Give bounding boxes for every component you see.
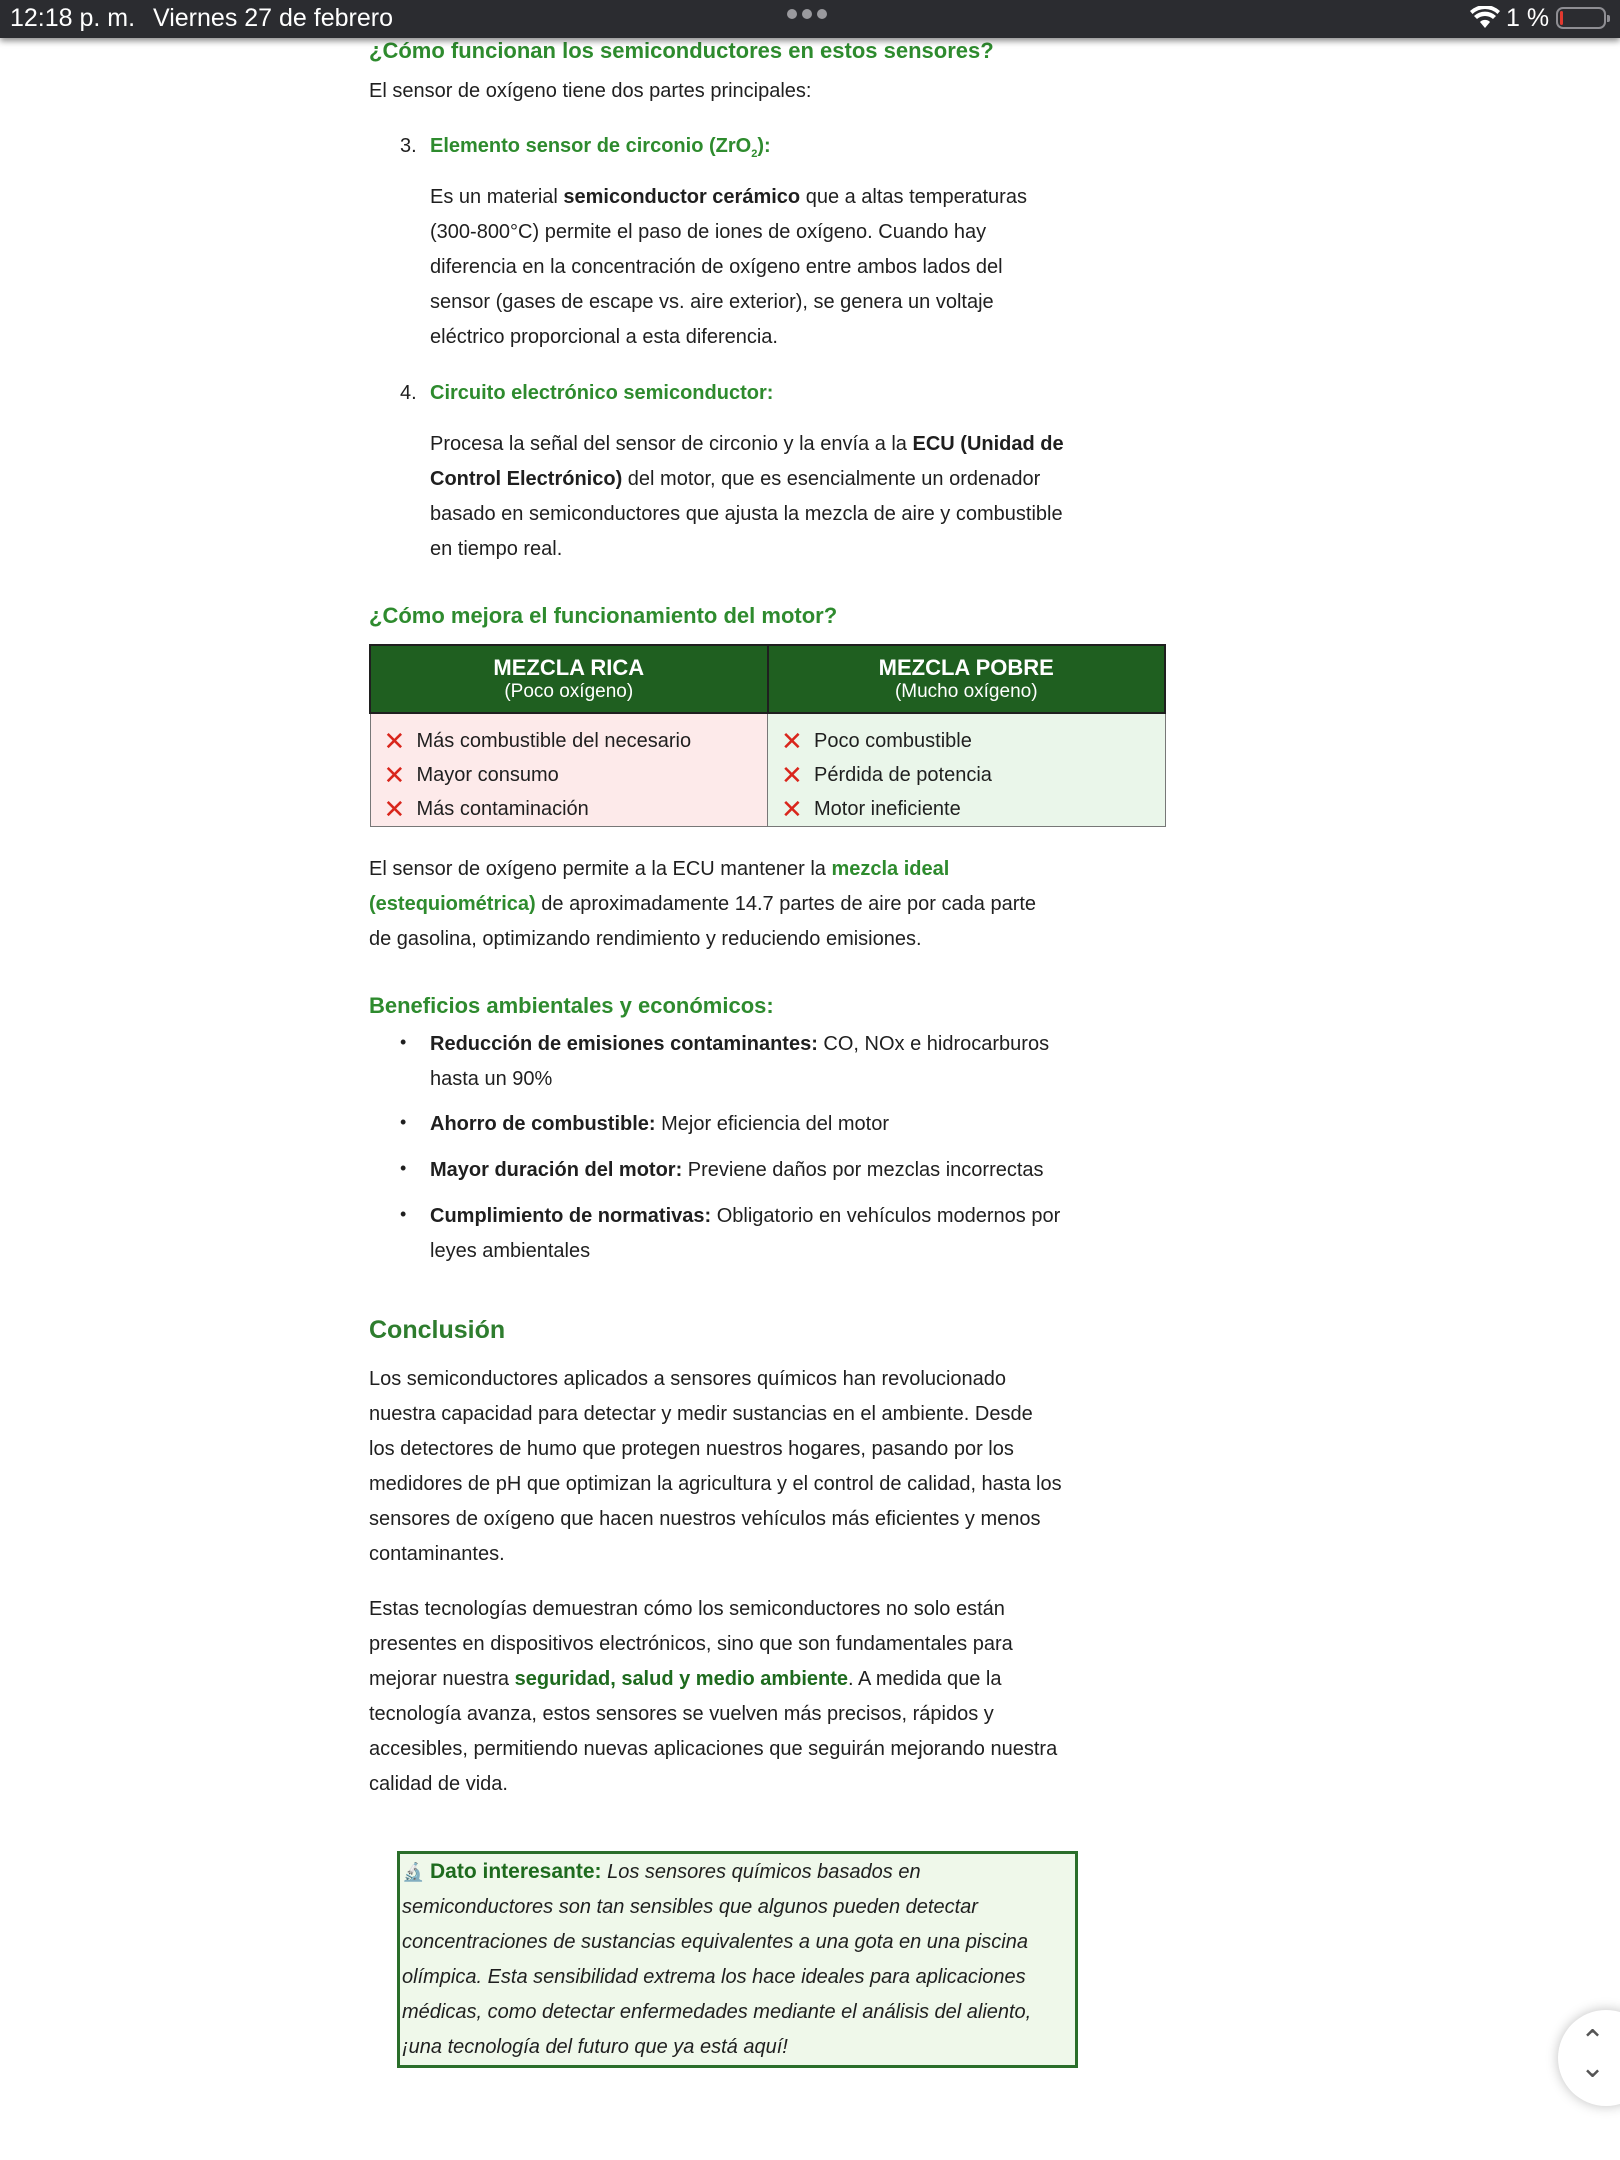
list-item: ✕ Mayor consumo xyxy=(383,759,559,790)
cross-icon: ✕ xyxy=(383,793,406,824)
status-time: 12:18 p. m. xyxy=(10,4,136,32)
list-item: Cumplimiento de normativas: Obligatorio en vehículos modernos por leyes ambientales xyxy=(430,1205,1061,1262)
callout-text: 🔬 Dato interesante: Los sensores químicos basados en semiconductores son tan sensibles que algunos pueden detectar concentraciones de sustancias equivalentes a una gota en una piscina olímpica. Esta sensibilidad extrema los hace ideales para aplicaciones médicas, como detectar enfermedades mediante el análisis del aliento, ¡una tecnología del futuro que ya está aquí! xyxy=(402,1860,1032,2058)
chevron-up-icon[interactable]: ⌃ xyxy=(1580,2025,1606,2058)
microscope-icon: 🔬 xyxy=(402,1862,425,1882)
conclusion-title: Conclusión xyxy=(369,1316,506,1344)
stoichiometric-paragraph: El sensor de oxígeno permite a la ECU mantener la mezcla ideal (estequiométrica) de aproximadamente 14.7 partes de aire por cada parte de gasolina, optimizando rendimiento y reduciendo emisiones. xyxy=(369,858,1037,950)
section-title-engine: ¿Cómo mejora el funcionamiento del motor? xyxy=(369,603,838,628)
cross-icon: ✕ xyxy=(383,725,406,756)
cross-icon: ✕ xyxy=(781,793,803,824)
fun-fact-callout xyxy=(397,1851,1078,2068)
section-title-semiconductors: ¿Cómo funcionan los semiconductores en estos sensores? xyxy=(369,38,994,63)
battery-percent: 1 % xyxy=(1506,4,1550,32)
chevron-down-icon[interactable]: ⌄ xyxy=(1580,2051,1606,2084)
bullet-icon: • xyxy=(400,1032,407,1052)
list-item: ✕ Más contaminación xyxy=(383,793,589,824)
status-bar xyxy=(0,0,1620,38)
item-title-zirconia: Elemento sensor de circonio (ZrO$_2$): xyxy=(430,135,771,160)
status-date: Viernes 27 de febrero xyxy=(153,4,393,32)
bullet-icon: • xyxy=(400,1112,407,1132)
item-title-circuit: Circuito electrónico semiconductor: xyxy=(430,382,774,404)
table-header-rich: MEZCLA RICA (Poco oxígeno) xyxy=(370,645,768,713)
scroll-navigation-button[interactable] xyxy=(1558,2010,1620,2106)
list-item: ✕ Pérdida de potencia xyxy=(781,759,992,790)
mixture-comparison-table xyxy=(369,644,1166,827)
table-cell-rich xyxy=(370,713,768,827)
multitask-dots-icon[interactable] xyxy=(787,9,827,19)
section-title-benefits: Beneficios ambientales y económicos: xyxy=(369,993,774,1018)
conclusion-paragraph-2: Estas tecnologías demuestran cómo los semiconductores no solo están presentes en dispositivos electrónicos, sino que son fundamentales para mejorar nuestra seguridad, salud y medio ambiente. A medida que la tecnología avanza, estos sensores se vuelven más precisos, rápidos y accesibles, permitiendo nuevas aplicaciones que seguirán mejorando nuestra calidad de vida. xyxy=(369,1598,1058,1795)
list-item: ✕ Más combustible del necesario xyxy=(383,725,692,756)
callout-label: Dato interesante: xyxy=(429,1860,602,1883)
table-header-lean: MEZCLA POBRE (Mucho oxígeno) xyxy=(768,645,1166,713)
cross-icon: ✕ xyxy=(383,759,406,790)
list-item: Reducción de emisiones contaminantes: CO, NOx e hidrocarburos hasta un 90% xyxy=(430,1033,1050,1090)
wifi-icon xyxy=(1470,6,1500,37)
item-number: 3. xyxy=(400,135,417,157)
conclusion-paragraph-1: Los semiconductores aplicados a sensores químicos han revolucionado nuestra capacidad para detectar y medir sustancias en el ambiente. Desde los detectores de humo que protegen nuestros hogares, pasando por los medidores de pH que optimizan la agricultura y el control de calidad, hasta los sensores de oxígeno que hacen nuestros vehículos más eficientes y menos contaminantes. xyxy=(369,1368,1062,1565)
list-item: ✕ Motor ineficiente xyxy=(781,793,961,824)
section-intro: El sensor de oxígeno tiene dos partes principales: xyxy=(369,80,812,102)
item-body-circuit: Procesa la señal del sensor de circonio y la envía a la ECU (Unidad de Control Electrónico) del motor, que es esencialmente un ordenador basado en semiconductores que ajusta la mezcla de aire y combustible en tiempo real. xyxy=(430,433,1064,560)
item-number: 4. xyxy=(400,382,417,404)
list-item: Mayor duración del motor: Previene daños por mezclas incorrectas xyxy=(430,1159,1044,1181)
cross-icon: ✕ xyxy=(781,759,803,790)
list-item: Ahorro de combustible: Mejor eficiencia del motor xyxy=(430,1113,890,1135)
bullet-icon: • xyxy=(400,1204,407,1224)
bullet-icon: • xyxy=(400,1158,407,1178)
battery-icon xyxy=(1556,7,1606,29)
table-cell-lean xyxy=(768,713,1166,827)
cross-icon: ✕ xyxy=(781,725,803,756)
item-body-zirconia: Es un material semiconductor cerámico que a altas temperaturas (300-800°C) permite el paso de iones de oxígeno. Cuando hay diferencia en la concentración de oxígeno entre ambos lados del sensor (gases de escape vs. aire exterior), se genera un voltaje eléctrico proporcional a esta diferencia. xyxy=(430,186,1027,348)
list-item: ✕ Poco combustible xyxy=(781,725,972,756)
